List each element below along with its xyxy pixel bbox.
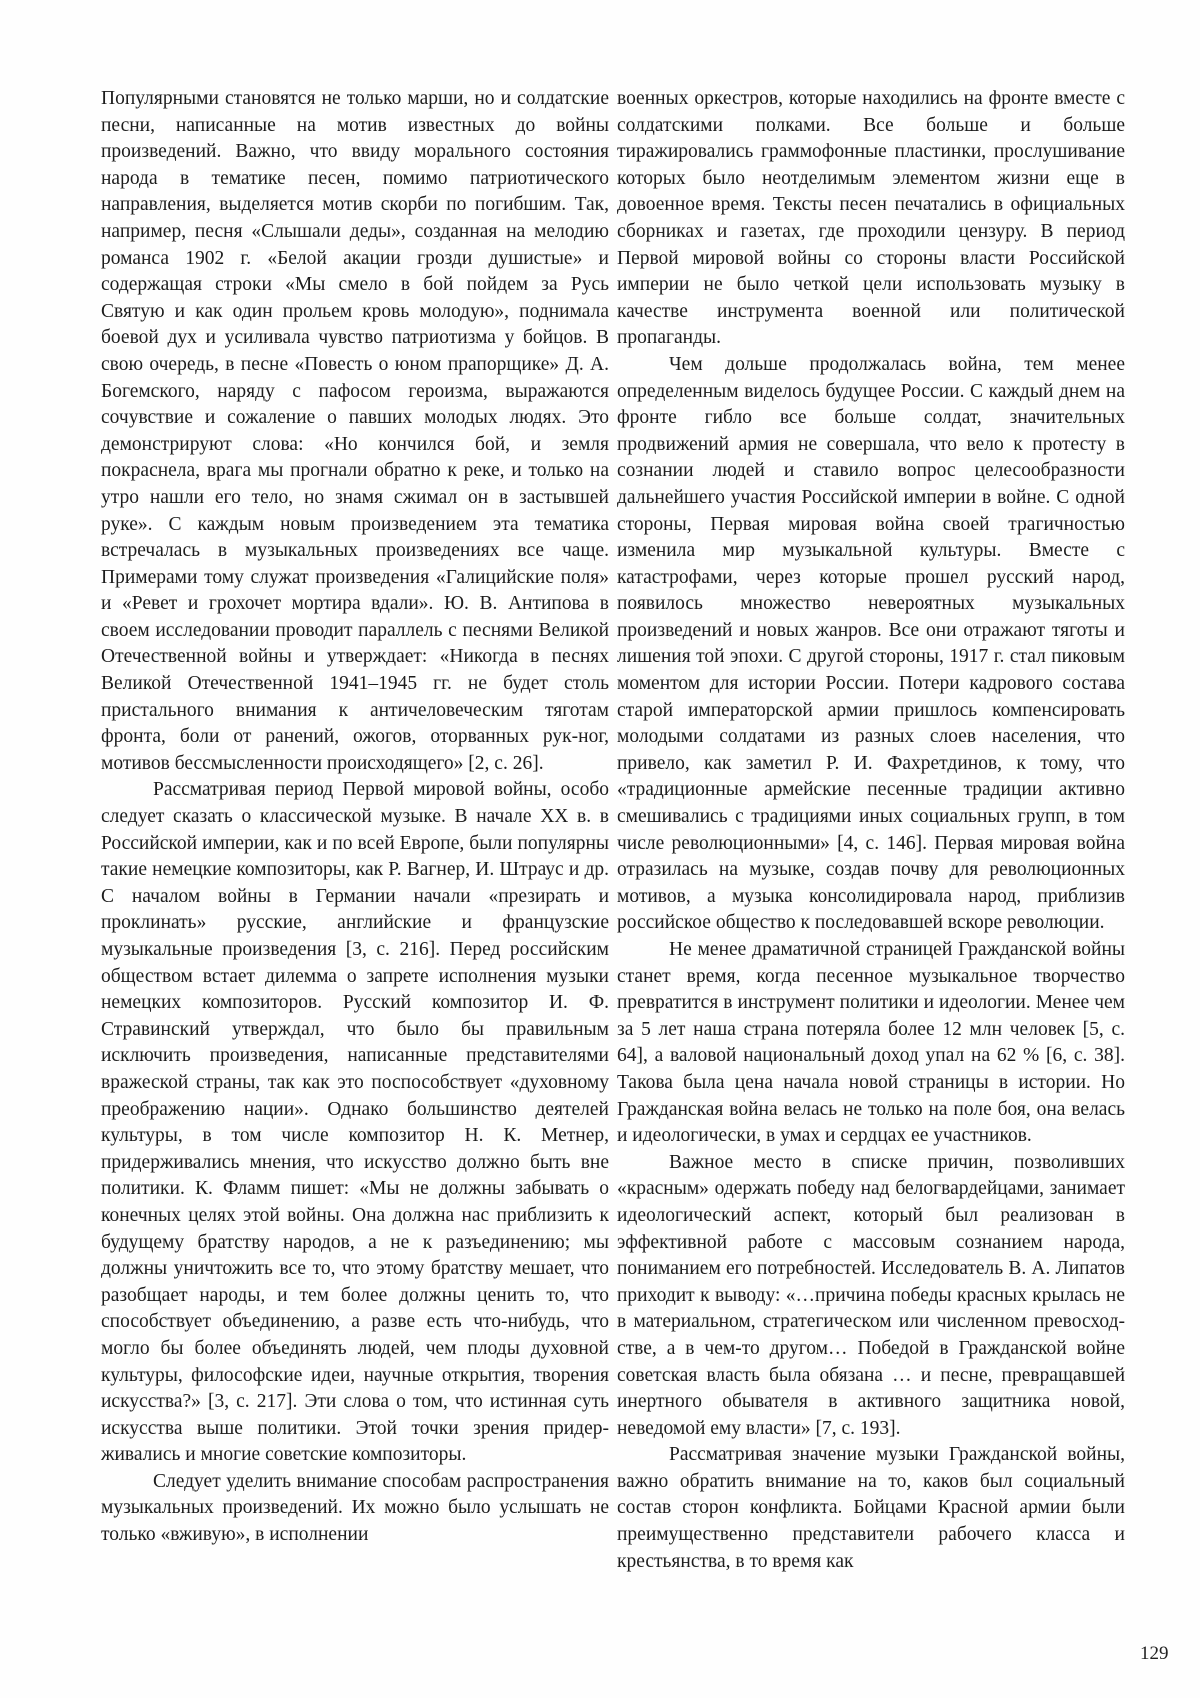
paragraph: Популярными становятся не только марши, но и солдатские песни, написанные на мотив известных до войны произведений. Важно, что ввиду морального состояния народа в тематике песен, помимо патриотического направления, выделяется мотив скорби по погибшим. Так, например, песня «Слышали деды», созданная на мелодию романса 1902 г. «Белой акации грозди душистые» и содержащая строки «Мы смело в бой пойдем за Русь Святую и как один прольем кровь молодую», поднимала боевой дух и усиливала чувство патриотизма у бойцов. В свою очередь, в песне «Повесть о юном прапорщике» Д. А. Богемского, наряду с пафосом героизма, выражаются сочувствие и сожаление о павших молодых людях. Это демонстрируют слова: «Но кончился бой, и земля покраснела, врага мы прогнали обратно к реке, и только на утро нашли его тело, но знамя сжимал он в застывшей руке». С каждым новым произведением эта тематика встречалась в музыкальных произведениях все чаще. Примерами тому служат произведения «Галицийские поля» и «Ревет и грохочет мортира вдали». Ю. В. Антипова в своем исследовании проводит параллель с песнями Великой Отечественной войны и утверждает: «Никогда в песнях Великой Отечественной 1941–1945 гг. не будет столь пристального внимания к античеловеческим тяготам фронта, боли от ранений, ожогов, оторванных рук-ног, мотивов бессмысленности происходящего» [2, с. 26].: [101, 88, 609, 774]
paragraph: Важное место в списке причин, позволивших «красным» одержать победу над белогвардейцами, занимает идеологический аспект, который был реализован в эффективной работе с массовым сознанием народа, пониманием его потребностей. Исследователь В. А. Липатов приходит к выводу: «…причина победы красных крылась не в материальном, стратегическом или численном превосходстве, а в чем-то другом… Победой в Гражданской войне советская власть была обязана … и песне, превращавшей инертного обывателя в активного защитника новой, неведомой ему власти» [7, с. 193].: [617, 1151, 1125, 1439]
paragraph: Не менее драматичной страницей Гражданской войны станет время, когда песенное музыкальное творчество превратится в инструмент политики и идеологии. Менее чем за 5 лет наша страна потеряла более 12 млн человек [5, с. 64], а валовой национальный доход упал на 62 % [6, с. 38]. Такова была цена начала новой страницы в истории. Но Гражданская война велась не только на поле боя, она велась и идеологически, в умах и сердцах ее участников.: [617, 939, 1125, 1147]
paragraph: Рассматривая значение музыки Гражданской войны, важно обратить внимание на то, каков был социальный состав сторон конфликта. Бойцами Красной армии были преимущественно представители рабочего класса и крестьянства, в то время как: [617, 1444, 1125, 1572]
page-number: 129: [1140, 1643, 1169, 1664]
paragraph: Рассматривая период Первой мировой войны, особо следует сказать о классической музыке. В начале XX в. в Российской империи, как и по всей Европе, были популярны такие немецкие композиторы, как Р. Вагнер, И. Штраус и др. С началом войны в Германии начали «презирать и проклинать» русские, английские и французские музыкальные произведения [3, с. 216]. Перед российским обществом встает дилемма о запрете исполнения музыки немецких композиторов. Русский композитор И. Ф. Стравинский утверждал, что было бы правильным исключить произведения, написанные представителями вражеской страны, так как это поспособствует «духовному преображению нации». Однако большинство деятелей культуры, в том числе композитор Н. К. Метнер, придерживались мнения, что искусство должно быть вне политики. К. Фламм пишет: «Мы не должны забывать о конечных целях этой войны. Она должна нас приблизить к будущему братству народов, а не к разъединению; мы должны уничтожить все то, что этому братству мешает, что разобщает народы, и тем более должны ценить то, что способствует объединению, а разве есть что-нибудь, что могло бы более объединять людей, чем плоды духовной культуры, философские идеи, научные открытия, творения искусства?» [3, с. 217]. Эти слова о том, что истинная суть искусства выше политики. Этой точки зрения придерживались и многие советские композиторы.: [101, 779, 609, 1466]
paragraph: военных оркестров, которые находились на фронте вместе с солдатскими полками. Все больше и больше тиражировались граммофонные пластинки, прослушивание которых было неотделимым элементом жизни еще в довоенное время. Тексты песен печатались в официальных сборниках и газетах, где проходили цензуру. В период Первой мировой войны со стороны власти Российской империи не было четкой цели использовать музыку в качестве инструмента военной или политической пропаганды.: [617, 88, 1125, 349]
paragraph: Следует уделить внимание способам распространения музыкальных произведений. Их можно было услышать не только «вживую», в исполнении: [101, 1470, 609, 1546]
left-column: [101, 86, 609, 1549]
paragraph: Чем дольше продолжалась война, тем менее определенным виделось будущее России. С каждый днем на фронте гибло все больше солдат, значительных продвижений армия не совершала, что вело к протесту в сознании людей и ставило вопрос целесообразности дальнейшего участия Российской империи в войне. С одной стороны, Первая мировая война своей трагичностью изменила мир музыкальной культуры. Вместе с катастрофами, через которые прошел русский народ, появилось множество невероятных музыкальных произведений и новых жанров. Все они отражают тяготы и лишения той эпохи. С другой стороны, 1917 г. стал пиковым моментом для истории России. Потери кадрового состава старой императорской армии пришлось компенсировать молодыми солдатами из разных слоев населения, что привело, как заметил Р. И. Фахретдинов, к тому, что «традиционные армейские песенные традиции активно смешивались с традициями иных социальных групп, в том числе революционными» [4, с. 146]. Первая мировая война отразилась на музыке, создав почву для революционных мотивов, а музыка консолидировала народ, приблизив российское общество к последовавшей вскоре революции.: [617, 353, 1125, 934]
right-column: [617, 86, 1125, 1575]
